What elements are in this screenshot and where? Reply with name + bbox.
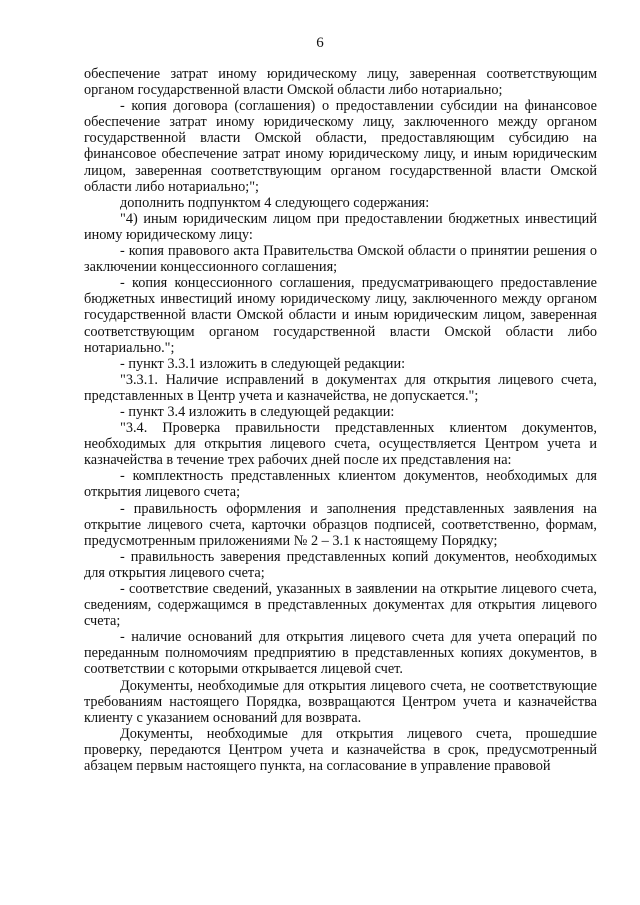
paragraph: - правильность оформления и заполнения представленных заявления на открытие лицевого счета, карточки образцов подписей, соответственно, формам, предусмотренным приложениями № 2 – 3.1 к настоящему Порядку; bbox=[84, 500, 597, 549]
paragraph: - наличие оснований для открытия лицевого счета для учета операций по переданным полномочиям предприятию в представленных копиях документов, в соответствии с которыми открывается лицевой счет. bbox=[84, 629, 597, 678]
paragraph: дополнить подпунктом 4 следующего содержания: bbox=[120, 194, 430, 211]
paragraph: - соответствие сведений, указанных в заявлении на открытие лицевого счета, сведениям, содержащимся в представленных документах для открытия лицевого счета; bbox=[84, 581, 597, 630]
page-number: 6 bbox=[316, 35, 324, 51]
paragraph: - правильность заверения представленных копий документов, необходимых для открытия лицевого счета; bbox=[84, 548, 597, 581]
paragraph: - пункт 3.3.1 изложить в следующей редакции: bbox=[120, 355, 406, 372]
paragraph: обеспечение затрат иному юридическому лицу, заверенная соответствующим органом государственной власти Омской области либо нотариально; bbox=[84, 66, 597, 99]
paragraph: Документы, необходимые для открытия лицевого счета, не соответствующие требованиям настоящего Порядка, возвращаются Центром учета и казначейства клиенту с указанием оснований для возврата. bbox=[84, 677, 597, 726]
paragraph: "3.3.1. Наличие исправлений в документах для открытия лицевого счета, представленных в Центр учета и казначейства, не допускается."; bbox=[84, 371, 597, 404]
paragraph: - комплектность представленных клиентом документов, необходимых для открытия лицевого счета; bbox=[84, 468, 597, 501]
paragraph: Документы, необходимые для открытия лицевого счета, прошедшие проверку, передаются Центром учета и казначейства в срок, предусмотренный абзацем первым настоящего пункта, на согласование в управление правовой bbox=[84, 725, 597, 775]
document-body bbox=[84, 66, 597, 774]
paragraph: "4) иным юридическим лицом при предоставлении бюджетных инвестиций иному юридическому лицу: bbox=[84, 210, 597, 243]
paragraph: - копия договора (соглашения) о предоставлении субсидии на финансовое обеспечение затрат иному юридическому лицу, заключенного между органом государственной власти Омской области, предоставляющим субсидию на финансовое обеспечение затрат иному юридическому лицу, и иным юридическим лицом, заверенная соответствующим органом государственной власти Омской области либо нотариально;"; bbox=[84, 98, 597, 195]
paragraph: - копия концессионного соглашения, предусматривающего предоставление бюджетных инвестиций иному юридическому лицу, заключенного между органом государственной власти Омской области и иным юридическим лицом, заверенная соответствующим органом государственной власти Омской области либо нотариально."; bbox=[84, 275, 597, 356]
paragraph: - копия правового акта Правительства Омской области о принятии решения о заключении концессионного соглашения; bbox=[84, 243, 597, 276]
paragraph: "3.4. Проверка правильности представленных клиентом документов, необходимых для открытия лицевого счета, осуществляется Центром учета и казначейства в течение трех рабочих дней после их представления на: bbox=[84, 420, 597, 469]
paragraph: - пункт 3.4 изложить в следующей редакции: bbox=[120, 403, 395, 420]
